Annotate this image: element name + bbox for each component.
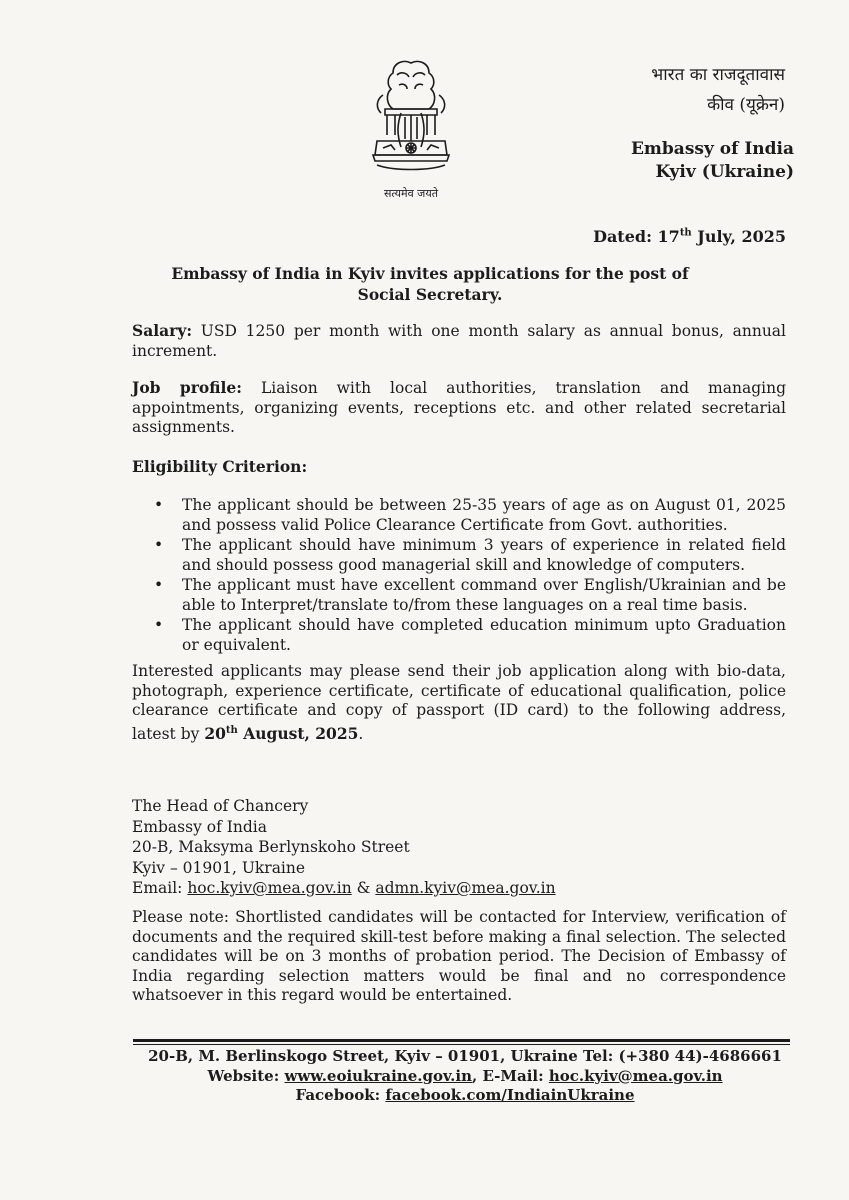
- footer-divider: [133, 1039, 790, 1042]
- bullet-icon: •: [154, 536, 164, 554]
- footer-address: 20-B, M. Berlinskogo Street, Kyiv – 01901, Ukraine Tel: (+380 44)-4686661: [148, 1047, 782, 1065]
- footer-web-email: Website: www.eoiukraine.gov.in, E-Mail: hoc.kyiv@mea.gov.in: [207, 1066, 723, 1085]
- application-instructions: Interested applicants may please send their job application along with bio-data, photograph, experience certificate, certificate of educational qualification, police clearance certificate and copy of passport (ID card) to the following address, latest by 20th August, 2025.: [132, 662, 786, 743]
- embassy-name-hindi: [651, 60, 785, 120]
- address-line-2: Embassy of India: [132, 817, 267, 836]
- deadline: 20th August, 2025: [204, 723, 359, 743]
- eligibility-heading: Eligibility Criterion:: [132, 457, 308, 476]
- hindi-line-1: भारत का राजदूतावास: [651, 65, 785, 85]
- address-email-line: Email: hoc.kyiv@mea.gov.in & admn.kyiv@mea.gov.in: [132, 879, 556, 897]
- bullet-icon: •: [154, 496, 164, 514]
- facebook-link[interactable]: facebook.com/IndiainUkraine: [385, 1086, 635, 1104]
- bullet-icon: •: [154, 616, 164, 634]
- job-profile-paragraph: [132, 378, 786, 438]
- salary-label: Salary:: [132, 321, 193, 340]
- english-line-1: Embassy of India: [630, 139, 794, 159]
- list-item: • The applicant should be between 25-35 years of age as on August 01, 2025 and possess valid Police Clearance Certificate from Govt. authorities.: [154, 496, 786, 534]
- footer-facebook: Facebook: facebook.com/IndiainUkraine: [295, 1086, 635, 1104]
- emblem-motto: सत्यमेव जयते: [383, 187, 438, 200]
- list-item: • The applicant should have completed education minimum upto Graduation or equivalent.: [154, 616, 786, 654]
- address-line-4: Kyiv – 01901, Ukraine: [132, 858, 306, 877]
- salary-paragraph: [132, 321, 786, 361]
- vacancy-title: Embassy of India in Kyiv invites applications for the post of Social Secretary.: [171, 264, 689, 304]
- list-item: • The applicant should have minimum 3 years of experience in related field and should possess good managerial skill and knowledge of computers.: [154, 536, 786, 574]
- footer-divider-thin: [133, 1044, 790, 1045]
- website-link[interactable]: www.eoiukraine.gov.in: [284, 1066, 472, 1085]
- job-profile-label: Job profile:: [132, 378, 243, 397]
- job-profile-text: Liaison with local authorities, translation and managing appointments, organizing events, receptions etc. and other related secretarial assignments.: [132, 379, 786, 436]
- english-line-2: Kyiv (Ukraine): [655, 162, 794, 182]
- bullet-icon: •: [154, 576, 164, 594]
- address-line-3: 20-B, Maksyma Berlynskoho Street: [132, 838, 410, 856]
- embassy-name-english: [631, 138, 794, 184]
- national-emblem-icon: [363, 55, 459, 205]
- footer-email-link[interactable]: hoc.kyiv@mea.gov.in: [548, 1066, 723, 1085]
- eligibility-list: [150, 496, 786, 656]
- list-item: • The applicant must have excellent command over English/Ukrainian and be able to Interpret/translate to/from these languages on a real time basis.: [154, 576, 786, 614]
- salary-text: USD 1250 per month with one month salary as annual bonus, annual increment.: [132, 322, 786, 360]
- please-note-paragraph: Please note: Shortlisted candidates will be contacted for Interview, verification of documents and the required skill-test before making a final selection. The selected candidates will be on 3 months of probation period. The Decision of Embassy of India regarding selection matters would be final and no correspondence whatsoever in this regard would be entertained.: [132, 908, 786, 1004]
- email-link-hoc[interactable]: hoc.kyiv@mea.gov.in: [187, 879, 352, 897]
- document-date: Dated: 17th July, 2025: [593, 227, 786, 246]
- hindi-line-2: कीव (यूक्रेन): [707, 95, 785, 115]
- address-line-1: The Head of Chancery: [132, 797, 309, 815]
- mailing-address: [132, 796, 556, 899]
- email-link-admn[interactable]: admn.kyiv@mea.gov.in: [375, 879, 556, 897]
- letterhead-footer: [100, 1047, 830, 1106]
